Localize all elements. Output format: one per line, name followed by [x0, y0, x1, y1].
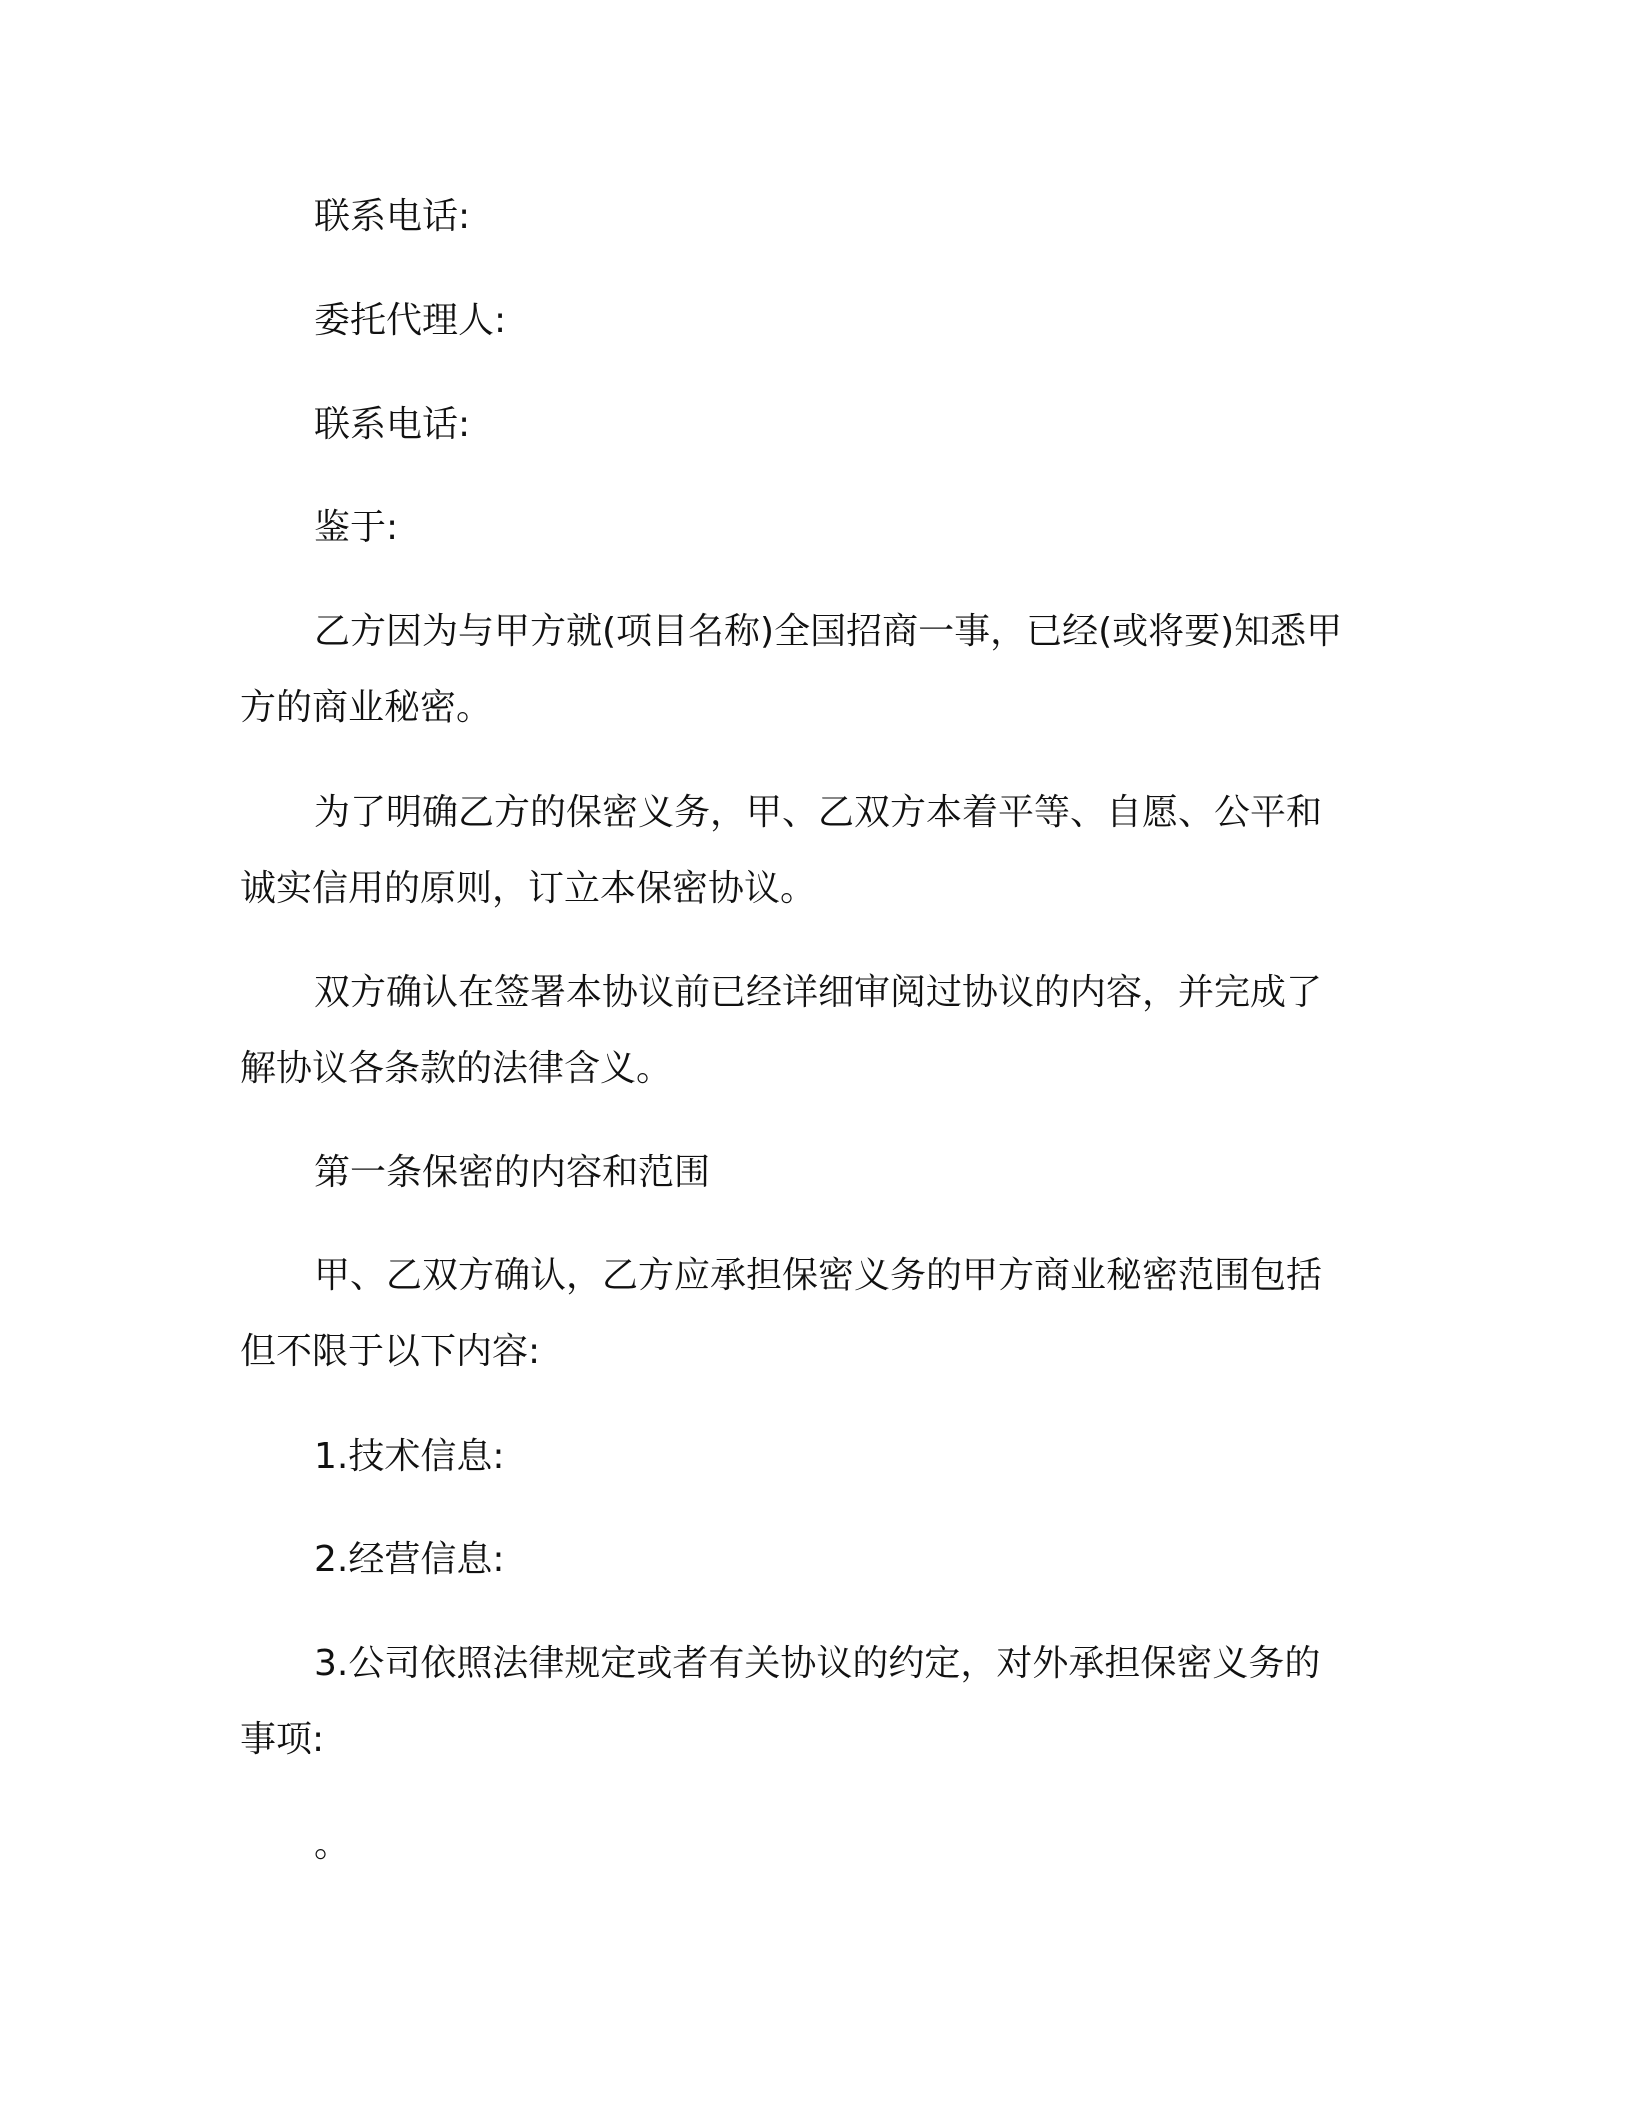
paragraph-4-line-1: 甲、乙双方确认，乙方应承担保密义务的甲方商业秘密范围包括	[314, 1255, 1323, 1296]
paragraph-3-line-2: 解协议各条款的法律含义。	[240, 1048, 673, 1089]
paragraph-1-line-1: 乙方因为与甲方就(项目名称)全国招商一事，已经(或将要)知悉甲	[314, 611, 1343, 652]
item-3-line-2: 事项:	[240, 1719, 325, 1760]
paragraph-2-line-1: 为了明确乙方的保密义务，甲、乙双方本着平等、自愿、公平和	[314, 792, 1323, 833]
paragraph-4-line-2: 但不限于以下内容:	[240, 1331, 541, 1372]
agent-line: 委托代理人:	[314, 300, 507, 341]
contact-phone-line-2: 联系电话:	[314, 404, 471, 445]
whereas-line: 鉴于:	[314, 507, 399, 548]
item-3-line-1: 3.公司依照法律规定或者有关协议的约定，对外承担保密义务的	[314, 1643, 1321, 1684]
paragraph-1-line-2: 方的商业秘密。	[240, 687, 493, 728]
paragraph-2-line-2: 诚实信用的原则，订立本保密协议。	[240, 868, 817, 909]
item-1-technical-info: 1.技术信息:	[314, 1436, 505, 1477]
article-1-heading: 第一条保密的内容和范围	[314, 1152, 711, 1193]
trailing-period: 。	[314, 1824, 351, 1865]
item-2-business-info: 2.经营信息:	[314, 1539, 505, 1580]
contact-phone-line-1: 联系电话:	[314, 196, 471, 237]
paragraph-3-line-1: 双方确认在签署本协议前已经详细审阅过协议的内容，并完成了	[314, 972, 1323, 1013]
